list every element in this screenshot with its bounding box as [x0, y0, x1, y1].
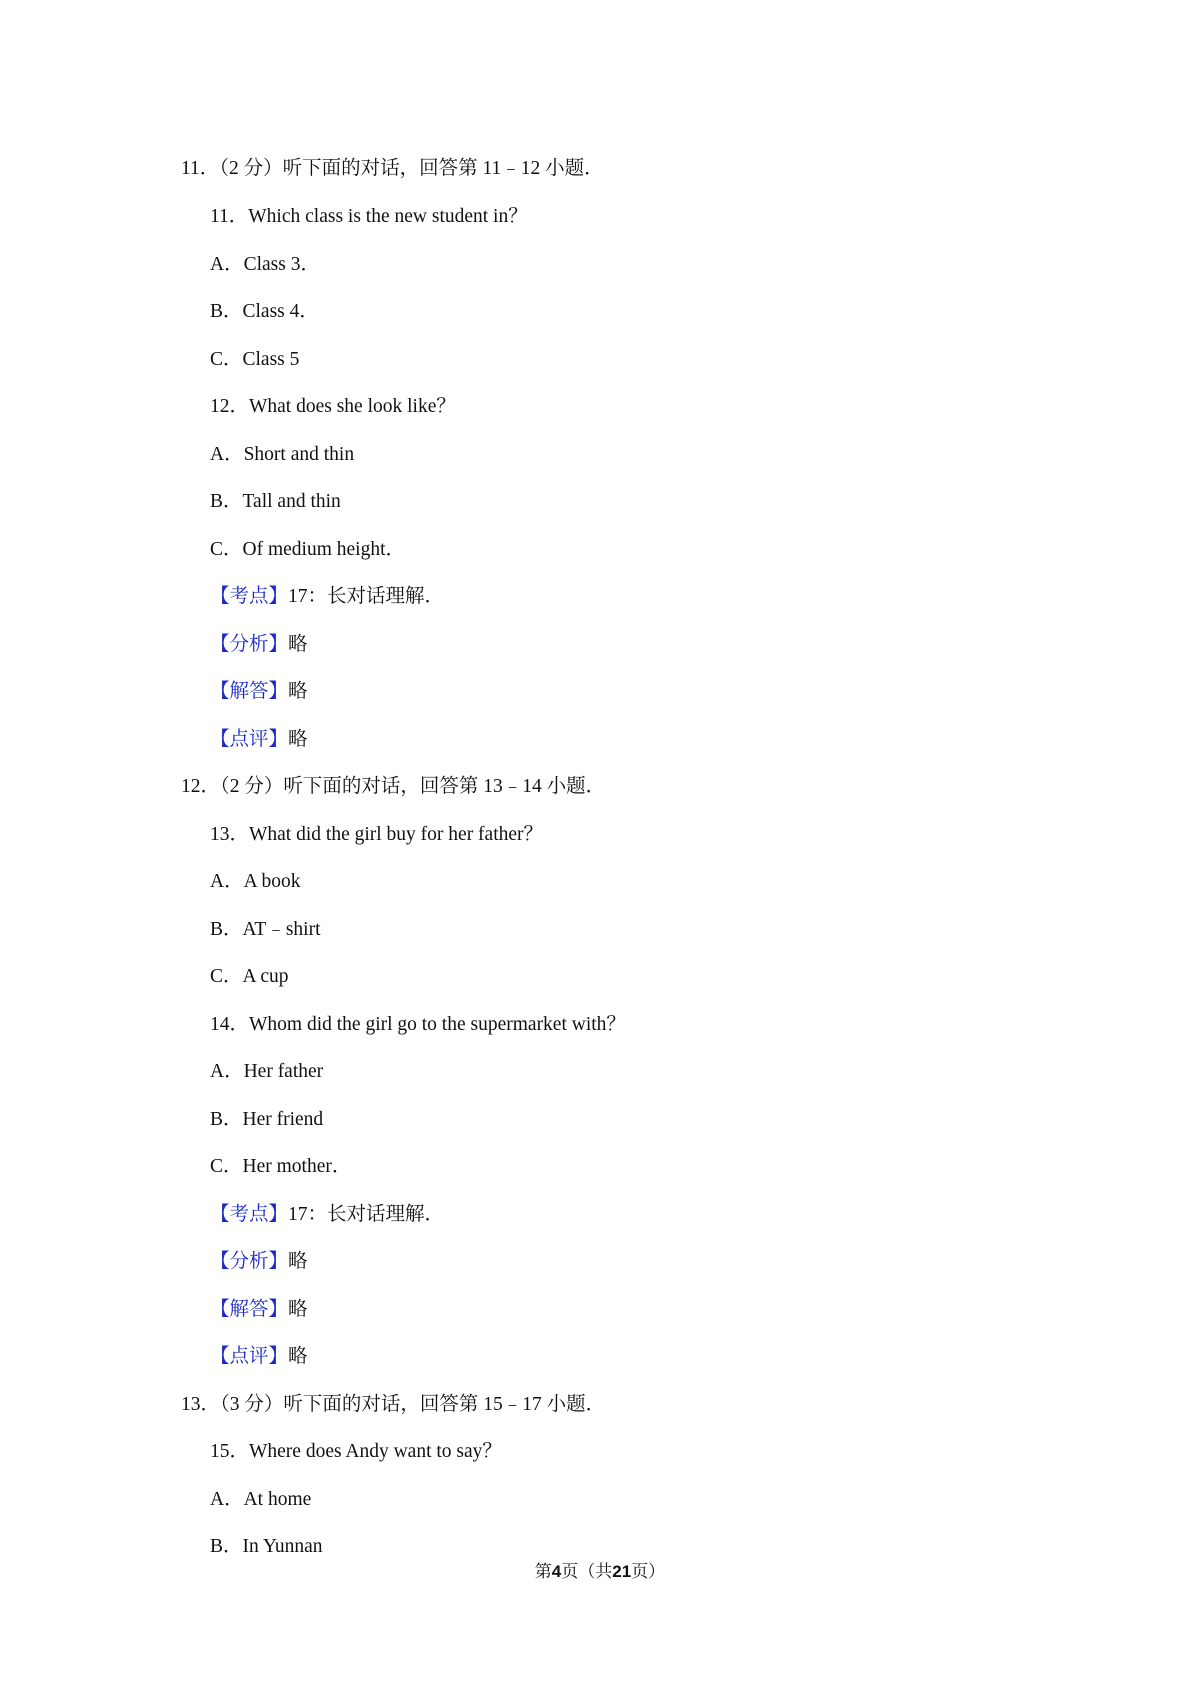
note-text: 略 — [288, 1251, 308, 1272]
note-tag: 【解答】 — [210, 1299, 289, 1320]
note-text: 略 — [288, 634, 308, 655]
note-tag: 【解答】 — [210, 681, 289, 702]
question-stem: 14．Whom did the girl go to the supermarket with？ — [210, 1014, 626, 1035]
note-text: 略 — [288, 729, 308, 750]
note-text: 略 — [288, 1346, 308, 1367]
note-text: 17：长对话理解． — [288, 1204, 445, 1225]
option: A．Her father — [210, 1061, 324, 1082]
option: A．Short and thin — [210, 444, 355, 465]
note-jieda — [210, 679, 308, 705]
page-number: 4 — [551, 1562, 562, 1581]
note-kaodian — [210, 584, 444, 610]
note-jieda — [210, 1297, 308, 1323]
note-tag: 【点评】 — [210, 1346, 289, 1367]
note-dianping — [210, 727, 308, 753]
note-tag: 【考点】 — [210, 586, 289, 607]
question-header: 11．（2 分）听下面的对话，回答第 11﹣12 小题． — [181, 158, 604, 179]
option: C．A cup — [210, 966, 289, 987]
note-tag: 【分析】 — [210, 634, 289, 655]
question-stem: 11．Which class is the new student in？ — [210, 206, 528, 227]
option: A．A book — [210, 871, 301, 892]
note-fenxi — [210, 1249, 308, 1275]
note-tag: 【考点】 — [210, 1204, 289, 1225]
note-text: 略 — [288, 681, 308, 702]
question-header: 12．（2 分）听下面的对话，回答第 13﹣14 小题． — [181, 776, 606, 797]
option: B．In Yunnan — [210, 1536, 323, 1557]
note-dianping — [210, 1344, 308, 1370]
option: B．Tall and thin — [210, 491, 341, 512]
footer-suffix: 页） — [631, 1562, 666, 1581]
option: C．Her mother． — [210, 1156, 352, 1177]
note-kaodian — [210, 1202, 444, 1228]
footer-middle: 页（共 — [561, 1562, 613, 1581]
option: A．At home — [210, 1489, 312, 1510]
question-header: 13．（3 分）听下面的对话，回答第 15﹣17 小题． — [181, 1394, 606, 1415]
question-stem: 15．Where does Andy want to say？ — [210, 1441, 502, 1462]
page-footer — [0, 1560, 1200, 1584]
note-text: 17：长对话理解． — [288, 586, 445, 607]
page-total: 21 — [612, 1562, 632, 1581]
option: B．Class 4． — [210, 301, 319, 322]
option: C．Class 5 — [210, 349, 300, 370]
note-tag: 【分析】 — [210, 1251, 289, 1272]
question-stem: 13．What did the girl buy for her father？ — [210, 824, 544, 845]
note-tag: 【点评】 — [210, 729, 289, 750]
note-text: 略 — [288, 1299, 308, 1320]
footer-prefix: 第 — [534, 1562, 552, 1581]
option: C．Of medium height． — [210, 539, 405, 560]
option: B．AT﹣shirt — [210, 919, 321, 940]
note-fenxi — [210, 632, 308, 658]
question-stem: 12．What does she look like？ — [210, 396, 456, 417]
option: B．Her friend — [210, 1109, 324, 1130]
option: A．Class 3． — [210, 254, 320, 275]
